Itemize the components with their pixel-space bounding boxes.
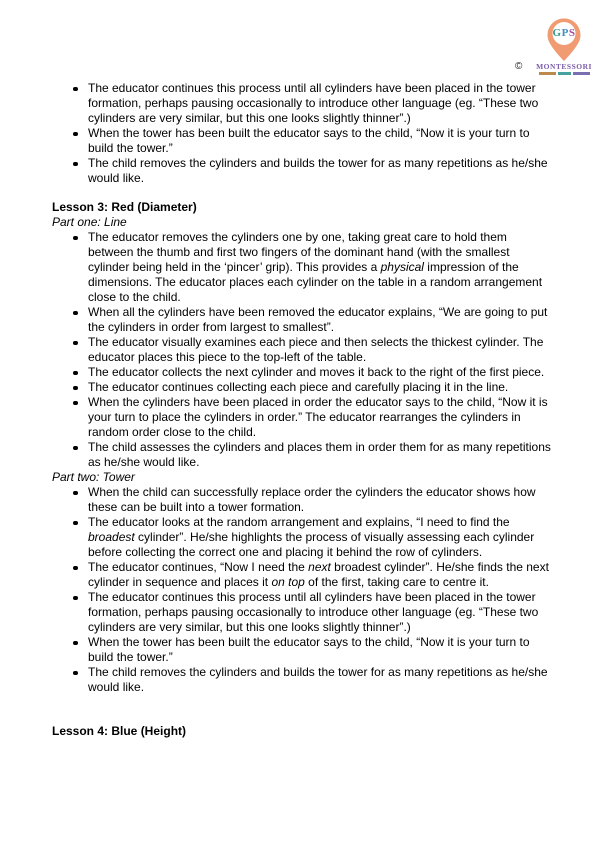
bullet-list bbox=[72, 485, 552, 695]
part-subheading: Part one: Line bbox=[52, 215, 127, 229]
bullet-item: When the cylinders have been placed in order the educator says to the child, “Now it is your turn to place the cylinders in order.” The educator rearranges the cylinders in random order close to the child. bbox=[72, 395, 552, 440]
tagline-segment bbox=[558, 72, 571, 75]
bullet-item: The child assesses the cylinders and places them in order them for as many repetitions as he/she would like. bbox=[72, 440, 552, 470]
bullet-item: The educator looks at the random arrangement and explains, “I need to find the broadest cylinder”. He/she highlights the process of visually assessing each cylinder before collecting the correct one and placing it behind the row of cylinders. bbox=[72, 515, 552, 560]
logo-letter-g: G bbox=[552, 27, 562, 39]
logo-gps-text bbox=[532, 27, 596, 39]
tagline-segment bbox=[539, 72, 556, 75]
lesson-heading: Lesson 3: Red (Diameter) bbox=[52, 200, 197, 214]
logo-tagline-strip bbox=[532, 72, 596, 75]
copyright-symbol: © bbox=[515, 61, 523, 72]
bullet-item: The educator collects the next cylinder and moves it back to the right of the first piece. bbox=[72, 365, 552, 380]
bullet-item: The educator continues, “Now I need the next broadest cylinder”. He/she finds the next cylinder in sequence and places it on top of the first, taking care to centre it. bbox=[72, 560, 552, 590]
bullet-list bbox=[72, 81, 552, 186]
bullet-item: The educator continues this process until all cylinders have been placed in the tower formation, perhaps pausing occasionally to introduce other language (eg. “These two cylinders are very similar, but this one looks slightly thinner”.) bbox=[72, 81, 552, 126]
logo-letter-s: S bbox=[568, 27, 576, 39]
bullet-item: When the tower has been built the educator says to the child, “Now it is your turn to build the tower.” bbox=[72, 635, 552, 665]
bullet-item: The child removes the cylinders and builds the tower for as many repetitions as he/she would like. bbox=[72, 156, 552, 186]
tagline-segment bbox=[573, 72, 590, 75]
bullet-item: The educator continues collecting each piece and carefully placing it in the line. bbox=[72, 380, 552, 395]
bullet-item: When the tower has been built the educator says to the child, “Now it is your turn to build the tower.” bbox=[72, 126, 552, 156]
map-pin-icon bbox=[541, 16, 587, 62]
bullet-list bbox=[72, 230, 552, 470]
bullet-item: The educator removes the cylinders one by one, taking great care to hold them between the thumb and first two fingers of the dominant hand (with the smallest cylinder being held in the ‘pincer’ grip). This provides a physical impression of the dimensions. The educator places each cylinder on the table in a random arrangement close to the child. bbox=[72, 230, 552, 305]
bullet-item: When the child can successfully replace order the cylinders the educator shows how these can be built into a tower formation. bbox=[72, 485, 552, 515]
logo-letter-p: P bbox=[561, 27, 569, 39]
gps-montessori-logo bbox=[515, 16, 596, 75]
part-subheading: Part two: Tower bbox=[52, 470, 135, 484]
logo-brand-wordmark: MONTESSORI bbox=[536, 62, 592, 71]
bullet-item: The child removes the cylinders and builds the tower for as many repetitions as he/she would like. bbox=[72, 665, 552, 695]
bullet-item: The educator visually examines each piece and then selects the thickest cylinder. The educator places this piece to the top-left of the table. bbox=[72, 335, 552, 365]
bullet-item: When all the cylinders have been removed the educator explains, “We are going to put the cylinders in order from largest to smallest”. bbox=[72, 305, 552, 335]
bullet-item: The educator continues this process until all cylinders have been placed in the tower formation, perhaps pausing occasionally to introduce other language (eg. “These two cylinders are very similar, but this one looks slightly thinner”.) bbox=[72, 590, 552, 635]
lesson-heading: Lesson 4: Blue (Height) bbox=[52, 724, 187, 738]
